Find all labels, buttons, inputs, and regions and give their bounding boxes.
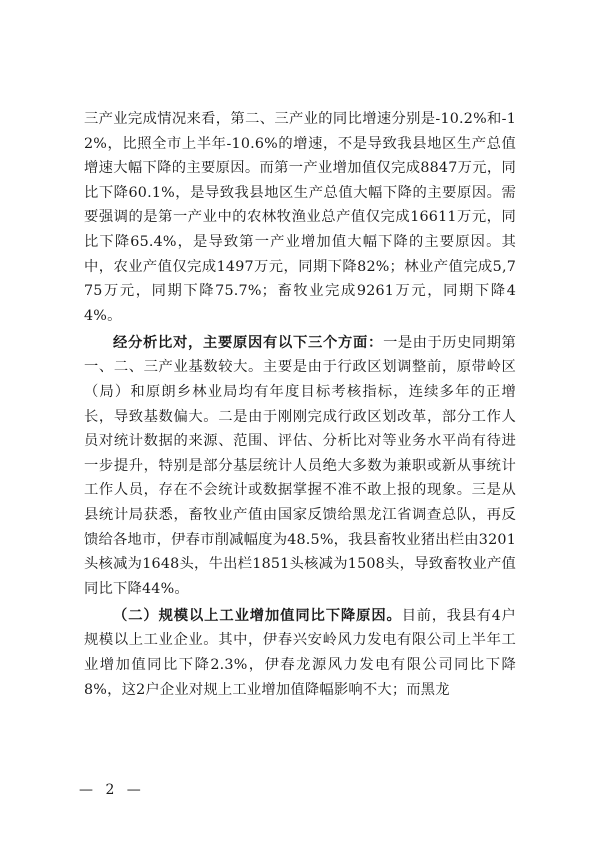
paragraph-text: 一是由于历史同期第一、二、三产业基数较大。主要是由于行政区划调整前，原带岭区（局）和原朗乡林业局均有年度目标考核指标，连续多年的正增长，导致基数偏大。二是由于刚刚完成行政区划改革，部分工作人员对统计数据的来源、范围、评估、分析比对等业务水平尚有待进一步提升，特别是部分基层统计人员绝大多数为兼职或新从事统计工作人员，存在不会统计或数据掌握不准不敢上报的现象。三是从县统计局获悉，畜牧业产值由国家反馈给黑龙江省调查总队，再反馈给各地市，伊春市削减幅度为48.5%，我县畜牧业猪出栏由3201头核减为1648头，牛出栏1851头核减为1508头，导致畜牧业产值同比下降44%。 xyxy=(84,334,516,597)
page-number: — 2 — xyxy=(79,782,145,798)
paragraph-text: 目前，我县有4户规模以上工业企业。其中，伊春兴安岭风力发电有限公司上半年工业增加值同比下降2.3%，伊春龙源风力发电有限公司同比下降8%，这2户企业对规上工业增加值降幅影响不大；而黑龙 xyxy=(84,607,516,698)
paragraph-reasons xyxy=(84,331,516,602)
paragraph-text: 三产业完成情况来看，第二、三产业的同比增速分别是-10.2%和-12%，比照全市上半年-10.6%的增速，不是导致我县地区生产总值增速大幅下降的主要原因。而第一产业增加值仅完成8847万元，同比下降60.1%，是导致我县地区生产总值大幅下降的主要原因。需要强调的是第一产业中的农林牧渔业总产值仅完成16611万元，同比下降65.4%，是导致第一产业增加值大幅下降的主要原因。其中，农业产值仅完成1497万元，同期下降82%；林业产值完成5,775万元，同期下降75.7%；畜牧业完成9261万元，同期下降44%。 xyxy=(84,111,516,324)
document-body xyxy=(84,107,516,702)
section-heading: （二）规模以上工业增加值同比下降原因。 xyxy=(113,607,402,624)
paragraph-economic-analysis xyxy=(84,107,516,328)
paragraph-industrial-section xyxy=(84,604,516,702)
paragraph-lead-heading: 经分析比对，主要原因有以下三个方面： xyxy=(113,334,384,351)
